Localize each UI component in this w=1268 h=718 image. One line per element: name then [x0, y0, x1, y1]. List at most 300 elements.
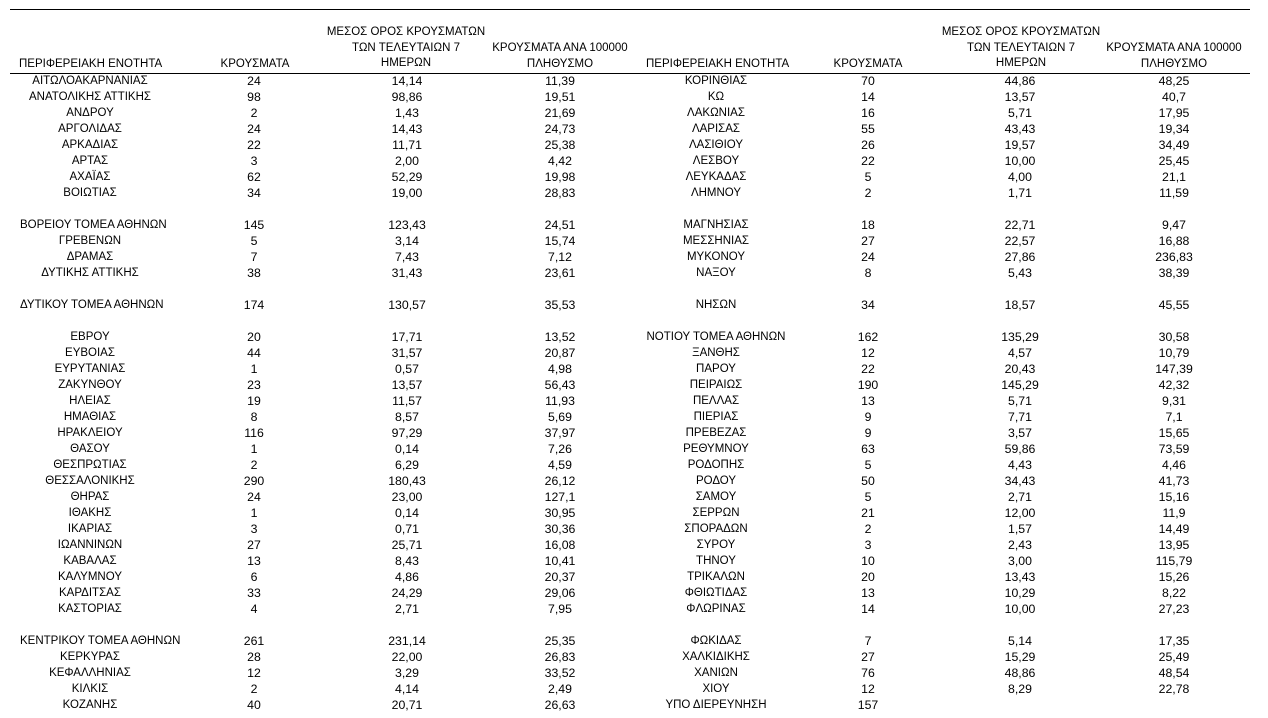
per100k-cell: 14,49 [1158, 522, 1190, 536]
per100k-cell: 21,1 [1162, 170, 1186, 184]
per100k-cell: 15,26 [1158, 570, 1190, 584]
cases-cell: 9 [864, 410, 872, 424]
region-cell: ΧΑΝΙΩΝ [694, 667, 738, 679]
cases-cell: 3 [250, 522, 258, 536]
table-row [0, 137, 1268, 153]
region-cell: ΔΡΑΜΑΣ [66, 251, 114, 263]
avg7-cell: 4,00 [1008, 170, 1032, 184]
region-cell: ΕΥΡΥΤΑΝΙΑΣ [54, 363, 126, 375]
avg7-cell: 8,43 [395, 554, 419, 568]
cases-cell: 12 [861, 682, 875, 696]
per100k-cell: 17,35 [1158, 634, 1190, 648]
table-row [0, 105, 1268, 121]
avg7-cell: 22,57 [1004, 234, 1036, 248]
region-cell: ΘΕΣΣΑΛΟΝΙΚΗΣ [45, 475, 135, 487]
avg7-cell: 3,29 [395, 666, 419, 680]
per100k-cell: 7,1 [1165, 410, 1183, 424]
table-row [0, 441, 1268, 457]
per100k-cell: 11,39 [545, 74, 575, 88]
avg7-cell: 59,86 [1004, 442, 1036, 456]
cases-cell: 5 [250, 234, 258, 248]
region-cell: ΑΡΤΑΣ [71, 155, 109, 167]
region-cell: ΦΘΙΩΤΙΔΑΣ [684, 587, 748, 599]
per100k-cell: 10,79 [1158, 346, 1190, 360]
table-row [0, 537, 1268, 553]
cases-cell: 22 [861, 154, 875, 168]
avg7-cell: 20,71 [391, 698, 423, 712]
avg7-cell: 123,43 [388, 218, 426, 232]
cases-cell: 12 [247, 666, 261, 680]
avg7-cell: 145,29 [1001, 378, 1039, 392]
table-row [0, 393, 1268, 409]
avg7-cell: 4,14 [395, 682, 419, 696]
cases-cell: 8 [864, 266, 872, 280]
region-cell: ΚΟΖΑΝΗΣ [62, 699, 118, 711]
avg7-cell: 135,29 [1001, 330, 1039, 344]
avg7-cell: 0,14 [395, 442, 419, 456]
per100k-cell: 35,53 [544, 298, 576, 312]
region-cell: ΙΩΑΝΝΙΝΩΝ [57, 539, 123, 551]
cases-cell: 70 [861, 74, 875, 88]
avg7-cell: 3,14 [395, 234, 419, 248]
region-cell: ΚΑΡΔΙΤΣΑΣ [59, 587, 121, 599]
cases-cell: 24 [247, 122, 261, 136]
cases-cell: 76 [861, 666, 875, 680]
table-row [0, 697, 1268, 713]
cases-cell: 2 [250, 458, 258, 472]
per100k-cell: 22,78 [1158, 682, 1190, 696]
cases-cell: 18 [861, 218, 875, 232]
table-row [0, 633, 1268, 649]
per100k-cell: 26,12 [544, 474, 576, 488]
avg7-cell: 34,43 [1004, 474, 1036, 488]
cases-cell: 2 [864, 186, 872, 200]
region-cell: ΑΝΑΤΟΛΙΚΗΣ ΑΤΤΙΚΗΣ [28, 91, 151, 103]
cases-cell: 2 [250, 682, 258, 696]
avg7-cell: 1,57 [1008, 522, 1032, 536]
per100k-cell: 41,73 [1158, 474, 1190, 488]
cases-cell: 34 [247, 186, 261, 200]
region-cell: ΔΥΤΙΚΟΥ ΤΟΜΕΑ ΑΘΗΝΩΝ [20, 299, 164, 311]
per100k-cell: 24,73 [544, 122, 576, 136]
table-row [0, 121, 1268, 137]
region-cell: ΠΡΕΒΕΖΑΣ [685, 427, 747, 439]
per100k-cell: 16,08 [544, 538, 576, 552]
header-cases-left: ΚΡΟΥΣΜΑΤΑ [220, 58, 290, 70]
region-cell: ΜΥΚΟΝΟΥ [686, 251, 746, 263]
avg7-cell: 231,14 [388, 634, 426, 648]
region-cell: ΠΑΡΟΥ [696, 363, 736, 375]
per100k-cell: 8,22 [1162, 586, 1186, 600]
per100k-cell: 26,63 [544, 698, 576, 712]
table-row [0, 169, 1268, 185]
avg7-cell: 43,43 [1004, 122, 1036, 136]
avg7-cell: 14,43 [391, 122, 423, 136]
region-cell: ΒΟΙΩΤΙΑΣ [63, 187, 117, 199]
region-cell: ΜΑΓΝΗΣΙΑΣ [683, 219, 749, 231]
cases-cell: 20 [247, 330, 261, 344]
avg7-cell: 5,71 [1008, 106, 1032, 120]
region-cell: ΡΟΔΟΥ [695, 475, 737, 487]
cases-cell: 27 [247, 538, 261, 552]
cases-cell: 3 [250, 154, 258, 168]
avg7-cell: 4,57 [1008, 346, 1032, 360]
region-cell: ΛΗΜΝΟΥ [690, 187, 742, 199]
avg7-cell: 1,43 [395, 106, 419, 120]
table-row [0, 505, 1268, 521]
per100k-cell: 48,54 [1158, 666, 1190, 680]
region-cell: ΧΙΟΥ [702, 683, 730, 695]
region-cell: ΔΥΤΙΚΗΣ ΑΤΤΙΚΗΣ [41, 267, 139, 279]
per100k-cell: 25,45 [1158, 154, 1190, 168]
cases-cell: 2 [864, 522, 872, 536]
avg7-cell: 27,86 [1004, 250, 1036, 264]
per100k-cell: 30,95 [544, 506, 576, 520]
region-cell: ΝΑΞΟΥ [696, 267, 736, 279]
avg7-cell: 130,57 [388, 298, 426, 312]
per100k-cell: 27,23 [1158, 602, 1190, 616]
region-cell: ΚΩ [707, 91, 725, 103]
region-cell: ΦΩΚΙΔΑΣ [690, 635, 742, 647]
region-cell: ΝΗΣΩΝ [695, 299, 737, 311]
region-cell: ΑΡΓΟΛΙΔΑΣ [58, 123, 122, 135]
per100k-cell: 33,52 [544, 666, 576, 680]
cases-cell: 1 [250, 506, 258, 520]
table-row [0, 665, 1268, 681]
cases-cell: 34 [861, 298, 875, 312]
per100k-cell: 56,43 [544, 378, 576, 392]
per100k-cell: 10,41 [544, 554, 576, 568]
region-cell: ΕΥΒΟΙΑΣ [65, 347, 115, 359]
region-cell: ΑΡΚΑΔΙΑΣ [61, 139, 119, 151]
per100k-cell: 38,39 [1158, 266, 1190, 280]
header-avg7-left: ΜΕΣΟΣ ΟΡΟΣ ΚΡΟΥΣΜΑΤΩΝ ΤΩΝ ΤΕΛΕΥΤΑΙΩΝ 7 ΗΜΕΡΩΝ [326, 26, 486, 69]
per100k-cell: 4,59 [548, 458, 572, 472]
table-row [0, 73, 1268, 89]
region-cell: ΕΒΡΟΥ [70, 331, 110, 343]
cases-cell: 2 [250, 106, 258, 120]
avg7-cell: 7,43 [395, 250, 419, 264]
table-row [0, 153, 1268, 169]
per100k-cell: 40,7 [1162, 90, 1186, 104]
table-row [0, 217, 1268, 233]
cases-cell: 6 [250, 570, 258, 584]
cases-cell: 33 [247, 586, 261, 600]
avg7-cell: 97,29 [391, 426, 423, 440]
avg7-cell: 44,86 [1004, 74, 1036, 88]
cases-cell: 12 [861, 346, 875, 360]
region-cell: ΙΘΑΚΗΣ [68, 507, 112, 519]
header-per100k-right: ΚΡΟΥΣΜΑΤΑ ΑΝΑ 100000 ΠΛΗΘΥΣΜΟ [1106, 42, 1242, 70]
avg7-cell: 3,57 [1008, 426, 1032, 440]
per100k-cell: 4,42 [548, 154, 572, 168]
region-cell: ΚΕΝΤΡΙΚΟΥ ΤΟΜΕΑ ΑΘΗΝΩΝ [20, 635, 181, 647]
per100k-cell: 25,38 [544, 138, 576, 152]
region-cell: ΠΕΛΛΑΣ [692, 395, 740, 407]
avg7-cell: 0,71 [395, 522, 419, 536]
avg7-cell: 11,57 [392, 394, 422, 408]
cases-cell: 98 [247, 90, 261, 104]
avg7-cell: 20,43 [1004, 362, 1036, 376]
per100k-cell: 28,83 [544, 186, 576, 200]
table-row [0, 473, 1268, 489]
region-cell: ΛΑΡΙΣΑΣ [691, 123, 741, 135]
region-cell: ΚΑΛΥΜΝΟΥ [58, 571, 122, 583]
table-row [0, 553, 1268, 569]
per100k-cell: 2,49 [548, 682, 572, 696]
header-region-right: ΠΕΡΙΦΕΡΕΙΑΚΗ ΕΝΟΤΗΤΑ [646, 58, 790, 70]
avg7-cell: 8,29 [1008, 682, 1032, 696]
cases-cell: 50 [861, 474, 875, 488]
region-cell: ΤΗΝΟΥ [696, 555, 736, 567]
per100k-cell: 15,74 [544, 234, 576, 248]
cases-cell: 14 [861, 602, 875, 616]
avg7-cell: 0,57 [395, 362, 419, 376]
avg7-cell: 7,71 [1008, 410, 1032, 424]
avg7-cell: 15,29 [1004, 650, 1036, 664]
cases-cell: 24 [247, 74, 261, 88]
avg7-cell: 180,43 [388, 474, 426, 488]
avg7-cell: 10,00 [1004, 154, 1036, 168]
table-row [0, 185, 1268, 201]
per100k-cell: 236,83 [1155, 250, 1193, 264]
per100k-cell: 29,06 [544, 586, 576, 600]
table-row [0, 233, 1268, 249]
avg7-cell: 11,71 [392, 138, 422, 152]
table-row [0, 649, 1268, 665]
region-cell: ΞΑΝΘΗΣ [692, 347, 740, 359]
region-cell: ΖΑΚΥΝΘΟΥ [58, 379, 122, 391]
cases-cell: 63 [861, 442, 875, 456]
avg7-cell: 23,00 [391, 490, 423, 504]
table-row [0, 265, 1268, 281]
per100k-cell: 4,98 [548, 362, 572, 376]
cases-cell: 1 [250, 362, 258, 376]
region-cell: ΗΛΕΙΑΣ [69, 395, 111, 407]
table-row [0, 409, 1268, 425]
avg7-cell: 31,57 [391, 346, 423, 360]
region-cell: ΘΗΡΑΣ [70, 491, 110, 503]
region-cell: ΚΕΡΚΥΡΑΣ [60, 651, 120, 663]
per100k-cell: 30,58 [1158, 330, 1190, 344]
per100k-cell: 19,51 [544, 90, 576, 104]
avg7-cell: 17,71 [391, 330, 423, 344]
avg7-cell: 6,29 [395, 458, 419, 472]
cases-cell: 20 [861, 570, 875, 584]
cases-cell: 22 [861, 362, 875, 376]
avg7-cell: 22,00 [391, 650, 423, 664]
avg7-cell: 2,43 [1008, 538, 1032, 552]
per100k-cell: 127,1 [544, 490, 576, 504]
per100k-cell: 11,9 [1162, 506, 1186, 520]
per100k-cell: 11,59 [1159, 186, 1189, 200]
cases-cell: 190 [857, 378, 879, 392]
per100k-cell: 4,46 [1162, 458, 1186, 472]
cases-cell: 162 [857, 330, 879, 344]
avg7-cell: 19,00 [391, 186, 423, 200]
avg7-cell: 22,71 [1004, 218, 1036, 232]
region-cell: ΡΟΔΟΠΗΣ [687, 459, 745, 471]
per100k-cell: 19,34 [1158, 122, 1190, 136]
region-cell: ΙΚΑΡΙΑΣ [67, 523, 113, 535]
per100k-cell: 13,95 [1158, 538, 1190, 552]
header-region-left: ΠΕΡΙΦΕΡΕΙΑΚΗ ΕΝΟΤΗΤΑ [19, 58, 163, 70]
per100k-cell: 25,35 [544, 634, 576, 648]
avg7-cell: 2,00 [395, 154, 419, 168]
cases-cell: 16 [861, 106, 875, 120]
region-cell: ΘΕΣΠΡΩΤΙΑΣ [53, 459, 127, 471]
cases-cell: 9 [864, 426, 872, 440]
avg7-cell: 5,43 [1008, 266, 1032, 280]
per100k-cell: 34,49 [1158, 138, 1190, 152]
per100k-cell: 17,95 [1158, 106, 1190, 120]
table-row [0, 425, 1268, 441]
region-cell: ΚΑΣΤΟΡΙΑΣ [58, 603, 122, 615]
per100k-cell: 26,83 [544, 650, 576, 664]
avg7-cell: 5,14 [1008, 634, 1032, 648]
region-cell: ΥΠΟ ΔΙΕΡΕΥΝΗΣΗ [665, 699, 767, 711]
region-cell: ΣΑΜΟΥ [695, 491, 737, 503]
avg7-cell: 0,14 [395, 506, 419, 520]
region-cell: ΑΙΤΩΛΟΑΚΑΡΝΑΝΙΑΣ [32, 75, 148, 87]
cases-cell: 4 [250, 602, 258, 616]
region-cell: ΗΜΑΘΙΑΣ [63, 411, 117, 423]
per100k-cell: 9,47 [1162, 218, 1186, 232]
table-row [0, 601, 1268, 617]
region-cell: ΝΟΤΙΟΥ ΤΟΜΕΑ ΑΘΗΝΩΝ [646, 331, 786, 343]
cases-cell: 23 [247, 378, 261, 392]
per100k-cell: 15,16 [1158, 490, 1190, 504]
header-avg7-right: ΜΕΣΟΣ ΟΡΟΣ ΚΡΟΥΣΜΑΤΩΝ ΤΩΝ ΤΕΛΕΥΤΑΙΩΝ 7 ΗΜΕΡΩΝ [941, 26, 1101, 69]
region-cell: ΓΡΕΒΕΝΩΝ [58, 235, 122, 247]
per100k-cell: 23,61 [544, 266, 576, 280]
per100k-cell: 73,59 [1158, 442, 1190, 456]
region-cell: ΛΕΥΚΑΔΑΣ [685, 171, 747, 183]
per100k-cell: 19,98 [544, 170, 576, 184]
avg7-cell: 10,29 [1004, 586, 1036, 600]
table-row [0, 329, 1268, 345]
per100k-cell: 20,87 [544, 346, 576, 360]
cases-cell: 14 [861, 90, 875, 104]
cases-cell: 290 [243, 474, 265, 488]
cases-cell: 145 [243, 218, 265, 232]
cases-cell: 261 [243, 634, 265, 648]
cases-cell: 38 [247, 266, 261, 280]
region-cell: ΠΕΙΡΑΙΩΣ [689, 379, 743, 391]
region-cell: ΦΛΩΡΙΝΑΣ [686, 603, 746, 615]
cases-cell: 21 [861, 506, 875, 520]
cases-cell: 5 [864, 458, 872, 472]
table-row [0, 569, 1268, 585]
avg7-cell: 8,57 [395, 410, 419, 424]
table-row [0, 89, 1268, 105]
region-cell: ΚΙΛΚΙΣ [71, 683, 109, 695]
cases-cell: 28 [247, 650, 261, 664]
per100k-cell: 25,49 [1158, 650, 1190, 664]
region-cell: ΑΝΔΡΟΥ [66, 107, 114, 119]
avg7-cell: 3,00 [1008, 554, 1032, 568]
per100k-cell: 16,88 [1158, 234, 1190, 248]
region-cell: ΜΕΣΣΗΝΙΑΣ [682, 235, 750, 247]
table-row [0, 521, 1268, 537]
avg7-cell: 13,57 [1004, 90, 1036, 104]
cases-cell: 27 [861, 650, 875, 664]
cases-cell: 116 [244, 426, 264, 440]
table-row [0, 377, 1268, 393]
region-cell: ΚΟΡΙΝΘΙΑΣ [684, 75, 748, 87]
cases-cell: 13 [861, 394, 875, 408]
avg7-cell: 10,00 [1004, 602, 1036, 616]
avg7-cell: 13,43 [1004, 570, 1036, 584]
region-cell: ΚΑΒΑΛΑΣ [63, 555, 117, 567]
cases-cell: 24 [861, 250, 875, 264]
cases-cell: 62 [247, 170, 261, 184]
per100k-cell: 7,95 [548, 602, 572, 616]
avg7-cell: 2,71 [1008, 490, 1032, 504]
region-cell: ΑΧΑΪΑΣ [69, 171, 111, 183]
per100k-cell: 45,55 [1158, 298, 1190, 312]
cases-cell: 7 [250, 250, 258, 264]
region-cell: ΘΑΣΟΥ [70, 443, 110, 455]
cases-cell: 5 [864, 170, 872, 184]
per100k-cell: 11,93 [545, 394, 575, 408]
avg7-cell: 98,86 [391, 90, 423, 104]
table-row [0, 585, 1268, 601]
cases-cell: 26 [861, 138, 875, 152]
avg7-cell: 4,86 [395, 570, 419, 584]
avg7-cell: 48,86 [1004, 666, 1036, 680]
region-cell: ΧΑΛΚΙΔΙΚΗΣ [682, 651, 750, 663]
region-cell: ΚΕΦΑΛΛΗΝΙΑΣ [49, 667, 131, 679]
cases-cell: 7 [864, 634, 872, 648]
per100k-cell: 24,51 [544, 218, 576, 232]
per100k-cell: 115,79 [1155, 554, 1193, 568]
per100k-cell: 5,69 [548, 410, 572, 424]
per100k-cell: 9,31 [1162, 394, 1186, 408]
header-per100k-left: ΚΡΟΥΣΜΑΤΑ ΑΝΑ 100000 ΠΛΗΘΥΣΜΟ [492, 42, 628, 70]
cases-cell: 13 [247, 554, 261, 568]
table-row [0, 249, 1268, 265]
region-cell: ΣΕΡΡΩΝ [692, 507, 740, 519]
avg7-cell: 1,71 [1008, 186, 1032, 200]
region-cell: ΛΕΣΒΟΥ [692, 155, 740, 167]
per100k-cell: 20,37 [544, 570, 576, 584]
table-row [0, 489, 1268, 505]
avg7-cell: 12,00 [1004, 506, 1036, 520]
avg7-cell: 25,71 [391, 538, 423, 552]
avg7-cell: 24,29 [391, 586, 423, 600]
avg7-cell: 4,43 [1008, 458, 1032, 472]
avg7-cell: 18,57 [1004, 298, 1036, 312]
region-cell: ΠΙΕΡΙΑΣ [693, 411, 739, 423]
cases-cell: 55 [861, 122, 875, 136]
cases-cell: 13 [861, 586, 875, 600]
per100k-cell: 15,65 [1158, 426, 1190, 440]
cases-cell: 27 [861, 234, 875, 248]
table-row [0, 297, 1268, 313]
cases-cell: 44 [247, 346, 261, 360]
per100k-cell: 30,36 [544, 522, 576, 536]
cases-cell: 157 [857, 698, 879, 712]
per100k-cell: 48,25 [1158, 74, 1190, 88]
per100k-cell: 7,12 [548, 250, 572, 264]
region-cell: ΣΥΡΟΥ [696, 539, 736, 551]
per100k-cell: 37,97 [544, 426, 576, 440]
per100k-cell: 13,52 [544, 330, 576, 344]
cases-cell: 22 [247, 138, 261, 152]
table-row [0, 681, 1268, 697]
region-cell: ΗΡΑΚΛΕΙΟΥ [57, 427, 123, 439]
